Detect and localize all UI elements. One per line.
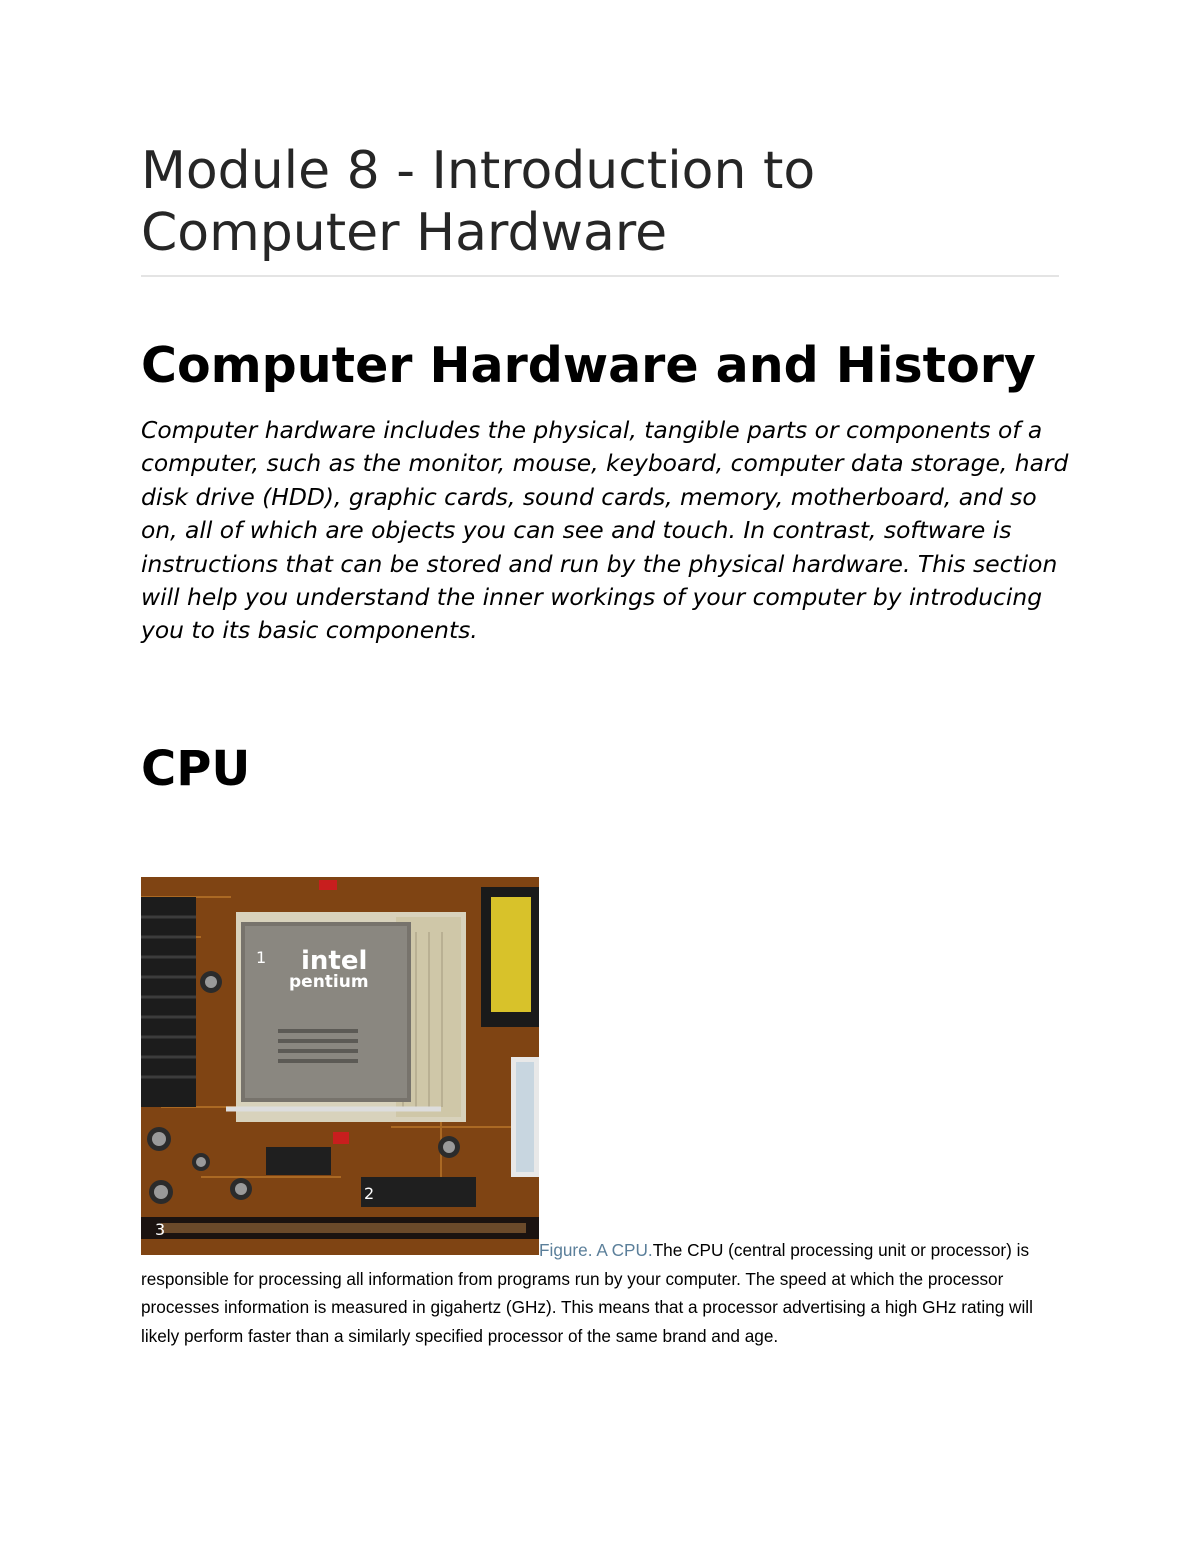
- title-divider: [141, 275, 1059, 277]
- figure-label-1: 1: [256, 948, 267, 967]
- cpu-description: The CPU (central processing unit or processor) is responsible for processing all information from programs run by your computer. The speed at which the processor processes information is measured in gigahertz (GHz). This means that a processor advertising a high GHz rating will likely perform faster than a similarly specified processor of the same brand and age.: [141, 1240, 1033, 1346]
- section-heading: Computer Hardware and History: [141, 337, 1036, 394]
- intro-paragraph: Computer hardware includes the physical, tangible parts or components of a computer, such as the monitor, mouse, keyboard, computer data storage, hard disk drive (HDD), graphic cards, sound cards, memory, motherboard, and so on, all of which are objects you can see and touch. In contrast, software is instructions that can be stored and run by the physical hardware. This section will help you understand the inner workings of your computer by introducing you to its basic components.: [141, 416, 1069, 645]
- figure-caption[interactable]: Figure. A CPU.: [539, 1240, 653, 1260]
- figure-label-3: 3: [155, 1220, 166, 1239]
- figure-label-2: 2: [364, 1184, 375, 1203]
- document-title: Module 8 - Introduction to Computer Hardware: [141, 141, 816, 263]
- chip-brand-label: intel: [301, 946, 368, 976]
- cpu-heading: CPU: [141, 741, 251, 797]
- cpu-paragraph: [141, 1236, 1059, 1350]
- cpu-photo: [141, 877, 539, 1255]
- chip-model-label: pentium: [289, 972, 369, 992]
- figure-inline-spacer: [141, 1255, 539, 1256]
